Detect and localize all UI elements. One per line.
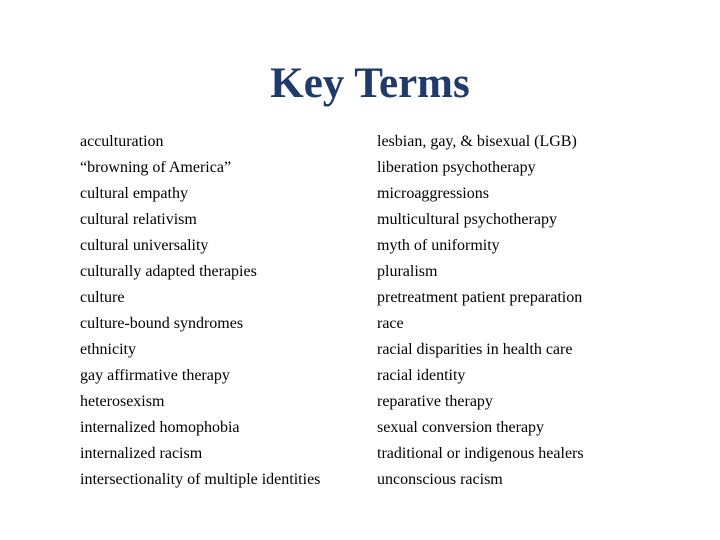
term-item: culture-bound syndromes (80, 315, 244, 332)
term-item: sexual conversion therapy (377, 419, 545, 436)
term-item: multicultural psychotherapy (377, 211, 557, 228)
term-item: cultural empathy (80, 185, 188, 202)
term-item: internalized homophobia (80, 419, 240, 436)
term-item: unconscious racism (377, 471, 503, 488)
term-item: microaggressions (377, 185, 489, 202)
term-item: myth of uniformity (377, 237, 500, 254)
term-item: pluralism (377, 263, 438, 280)
term-item: racial identity (377, 367, 466, 384)
term-item: lesbian, gay, & bisexual (LGB) (377, 133, 577, 150)
term-item: internalized racism (80, 445, 203, 462)
term-item: liberation psychotherapy (377, 159, 536, 176)
term-item: culturally adapted therapies (80, 263, 257, 280)
term-item: reparative therapy (377, 393, 493, 410)
term-item: ethnicity (80, 341, 136, 358)
terms-list-right (377, 129, 584, 493)
term-item: pretreatment patient preparation (377, 289, 583, 306)
term-item: acculturation (80, 133, 164, 150)
term-item: “browning of America” (80, 159, 232, 176)
term-item: race (377, 315, 404, 332)
terms-list-left (80, 129, 320, 493)
term-item: heterosexism (80, 393, 165, 410)
term-item: cultural universality (80, 237, 209, 254)
slide-title: Key Terms (270, 60, 470, 107)
term-item: racial disparities in health care (377, 341, 573, 358)
term-item: culture (80, 289, 125, 306)
term-item: traditional or indigenous healers (377, 445, 584, 462)
term-item: intersectionality of multiple identities (80, 471, 321, 488)
term-item: cultural relativism (80, 211, 197, 228)
term-item: gay affirmative therapy (80, 367, 230, 384)
